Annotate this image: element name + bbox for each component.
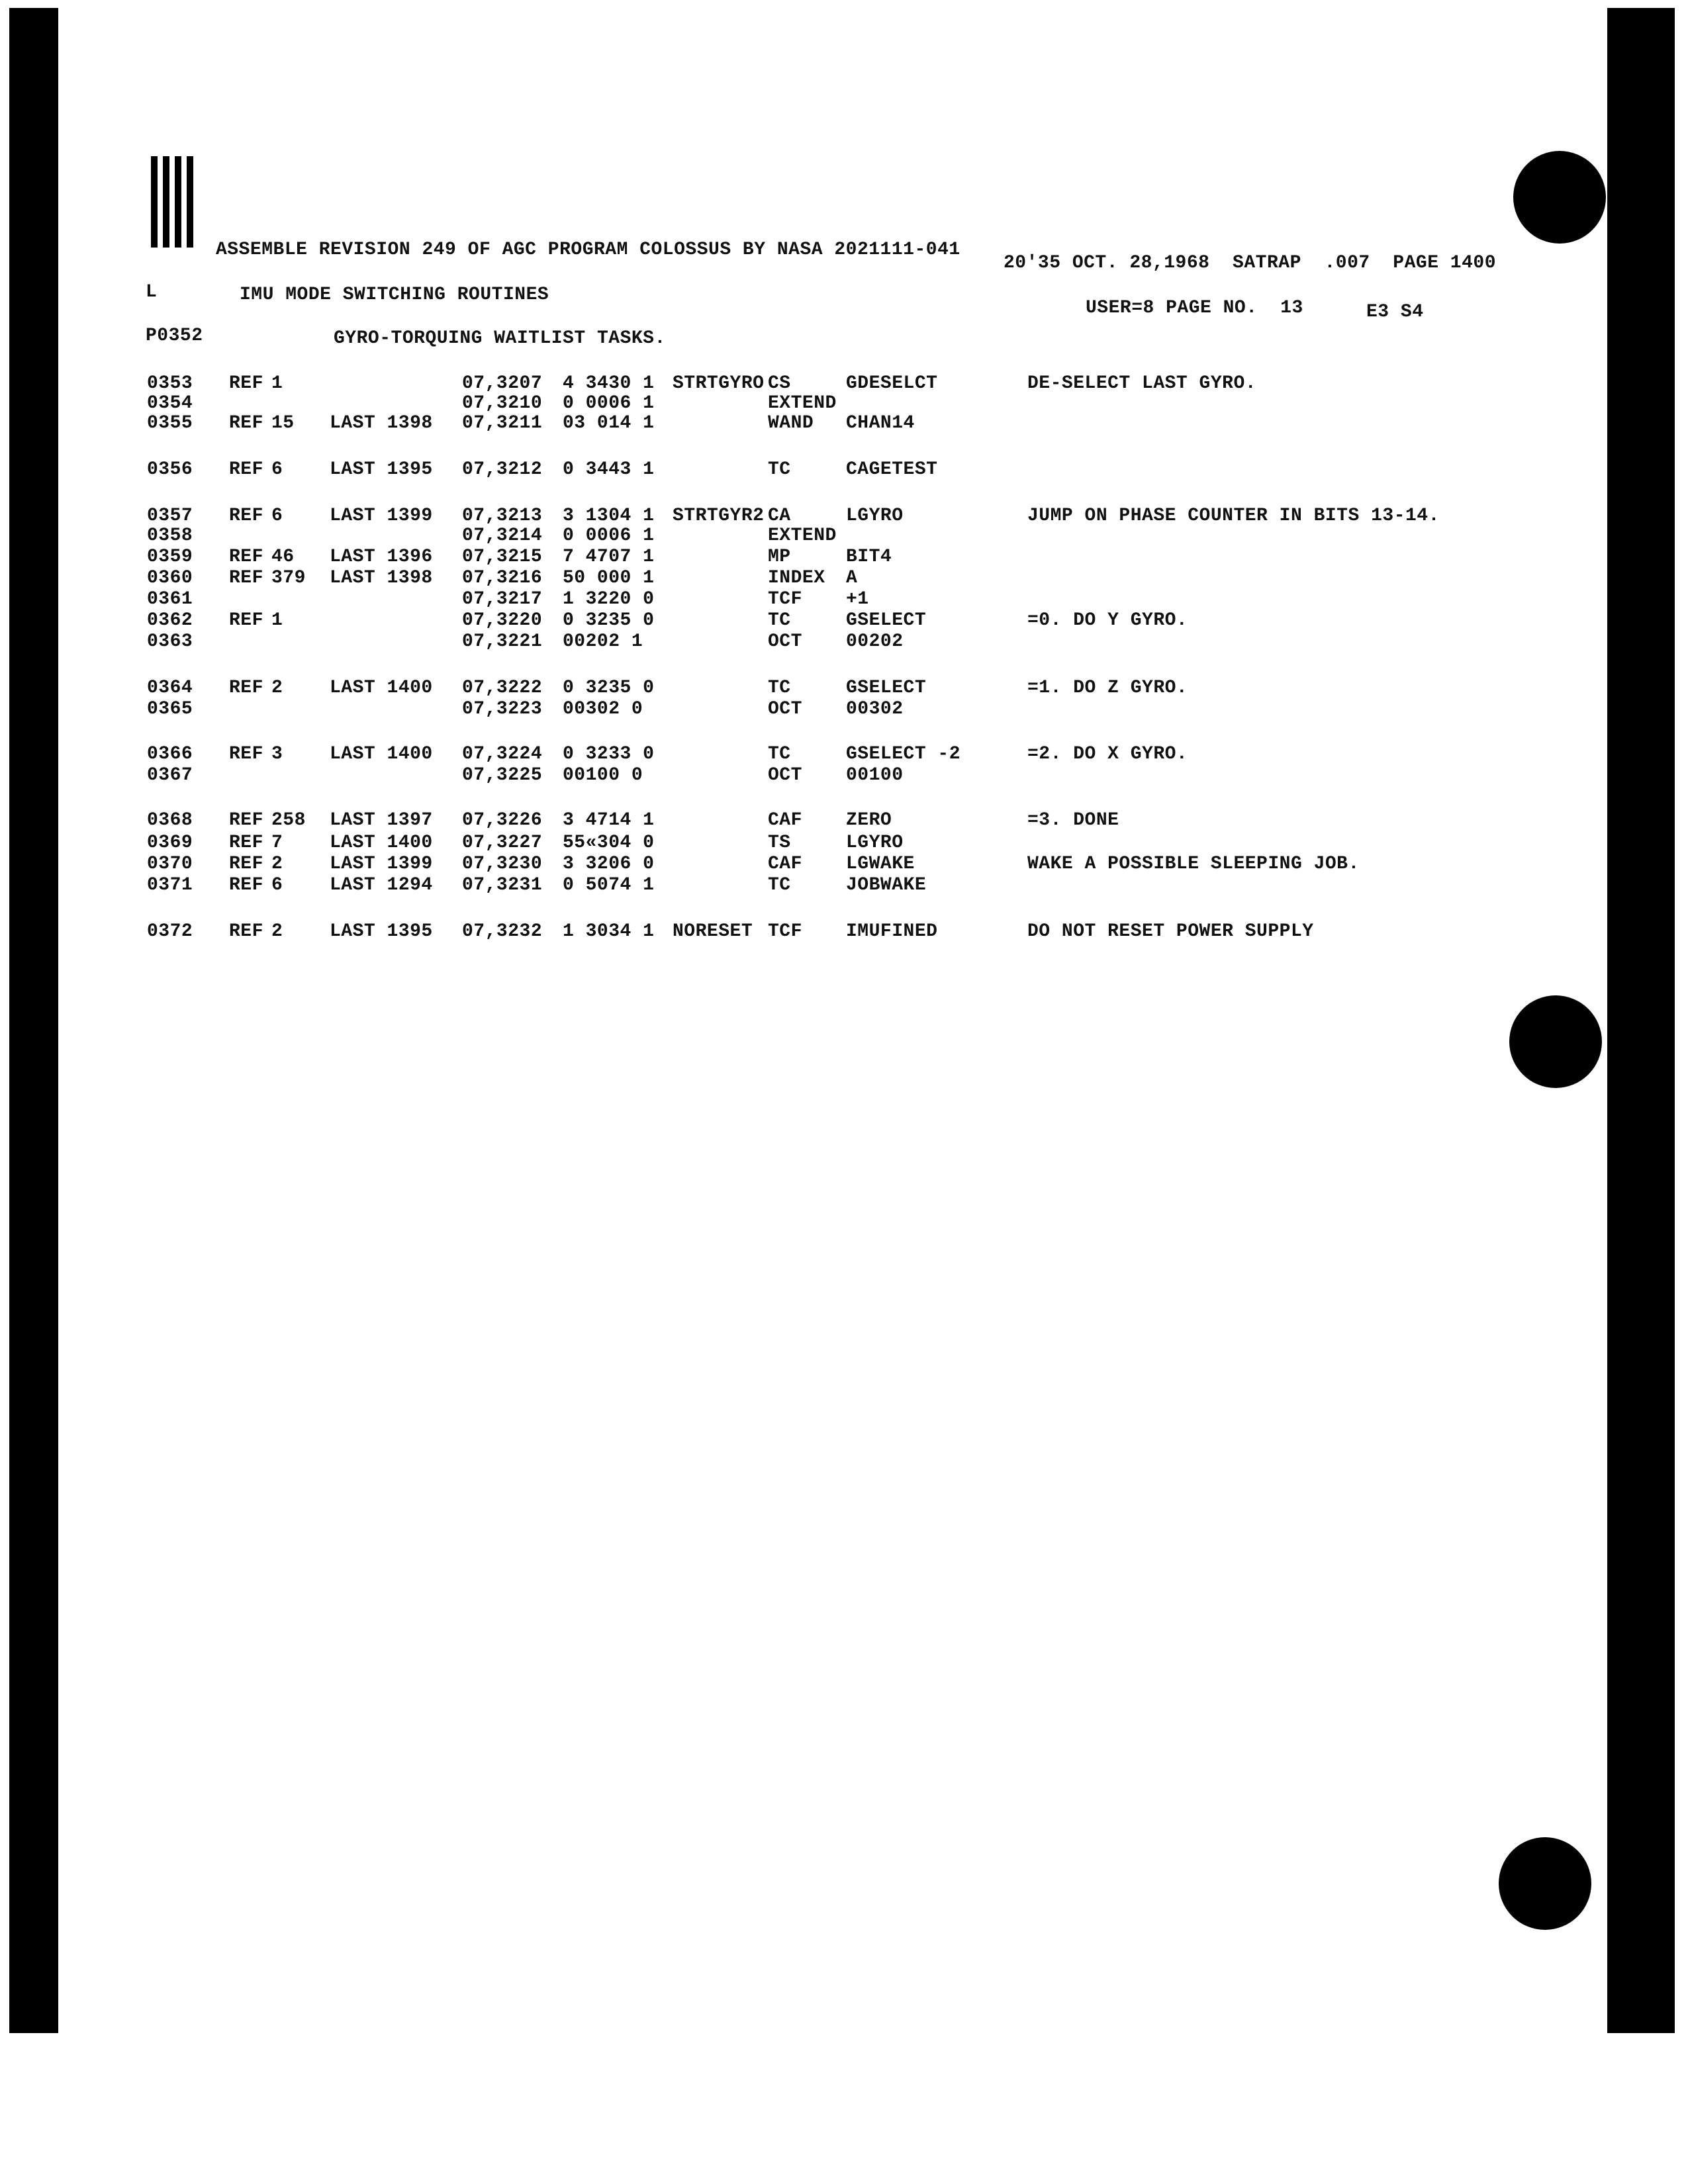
opcode: TC <box>768 678 791 698</box>
listing-row <box>0 375 1688 396</box>
line-number: 0369 <box>147 833 193 853</box>
address: 07,3223 <box>462 699 543 719</box>
octal-code: 7 4707 1 <box>563 547 655 567</box>
line-number: 0357 <box>147 506 193 526</box>
listing-row <box>0 811 1688 833</box>
listing-row <box>0 507 1688 528</box>
octal-code: 50 000 1 <box>563 568 655 588</box>
address: 07,3216 <box>462 568 543 588</box>
octal-code: 00202 1 <box>563 631 643 652</box>
opcode: CAF <box>768 810 802 831</box>
line-number: 0370 <box>147 854 193 874</box>
ref-count: 15 <box>271 413 295 433</box>
octal-code: 0 0006 1 <box>563 393 655 414</box>
ref-marker: REF <box>229 459 263 480</box>
ref-count: 1 <box>271 373 283 394</box>
opcode: TCF <box>768 921 802 942</box>
line-number: 0358 <box>147 525 193 546</box>
last-ref: LAST 1399 <box>330 854 433 874</box>
subtitle: GYRO-TORQUING WAITLIST TASKS. <box>334 328 666 349</box>
opcode: TC <box>768 459 791 480</box>
line-number: 0355 <box>147 413 193 433</box>
line-number: 0359 <box>147 547 193 567</box>
last-ref: LAST 1395 <box>330 459 433 480</box>
line-number: 0356 <box>147 459 193 480</box>
ref-count: 1 <box>271 610 283 631</box>
ref-marker: REF <box>229 373 263 394</box>
opcode: OCT <box>768 699 802 719</box>
opcode: TC <box>768 744 791 764</box>
ref-marker: REF <box>229 678 263 698</box>
operand: IMUFINED <box>846 921 938 942</box>
operand: GSELECT <box>846 678 927 698</box>
operand: A <box>846 568 858 588</box>
ref-marker: REF <box>229 833 263 853</box>
ref-count: 6 <box>271 506 283 526</box>
ref-marker: REF <box>229 921 263 942</box>
comment: =3. DONE <box>1027 810 1119 831</box>
octal-code: 0 0006 1 <box>563 525 655 546</box>
opcode: TS <box>768 833 791 853</box>
address: 07,3220 <box>462 610 543 631</box>
punch-hole-bottom <box>1499 1837 1591 1930</box>
last-ref: LAST 1400 <box>330 678 433 698</box>
ref-marker: REF <box>229 547 263 567</box>
operand: ZERO <box>846 810 892 831</box>
comment: =2. DO X GYRO. <box>1027 744 1188 764</box>
operand: LGYRO <box>846 833 904 853</box>
comment: =0. DO Y GYRO. <box>1027 610 1188 631</box>
octal-code: 4 3430 1 <box>563 373 655 394</box>
ref-marker: REF <box>229 744 263 764</box>
opcode: CS <box>768 373 791 394</box>
octal-code: 3 3206 0 <box>563 854 655 874</box>
left-scan-edge <box>9 8 58 2033</box>
ref-count: 7 <box>271 833 283 853</box>
address: 07,3225 <box>462 765 543 786</box>
address: 07,3211 <box>462 413 543 433</box>
listing-row <box>0 923 1688 944</box>
octal-code: 1 3034 1 <box>563 921 655 942</box>
octal-code: 00302 0 <box>563 699 643 719</box>
address: 07,3215 <box>462 547 543 567</box>
ref-count: 6 <box>271 875 283 895</box>
opcode: EXTEND <box>768 393 837 414</box>
opcode: OCT <box>768 765 802 786</box>
opcode: CAF <box>768 854 802 874</box>
line-number: 0368 <box>147 810 193 831</box>
address: 07,3207 <box>462 373 543 394</box>
page-ref: P0352 <box>146 326 203 346</box>
octal-code: 1 3220 0 <box>563 589 655 610</box>
ref-count: 258 <box>271 810 306 831</box>
operand: LGYRO <box>846 506 904 526</box>
octal-code: 3 1304 1 <box>563 506 655 526</box>
line-number: 0363 <box>147 631 193 652</box>
ref-count: 2 <box>271 921 283 942</box>
operand: GDESELCT <box>846 373 938 394</box>
tab-marker <box>151 156 193 248</box>
ref-count: 2 <box>271 854 283 874</box>
operand: 00302 <box>846 699 904 719</box>
opcode: TCF <box>768 589 802 610</box>
address: 07,3217 <box>462 589 543 610</box>
address: 07,3213 <box>462 506 543 526</box>
opcode: TC <box>768 610 791 631</box>
line-number: 0364 <box>147 678 193 698</box>
line-number: 0353 <box>147 373 193 394</box>
user-page: USER=8 PAGE NO. 13 <box>1086 298 1303 318</box>
listing-row <box>0 700 1688 721</box>
octal-code: 3 4714 1 <box>563 810 655 831</box>
address: 07,3210 <box>462 393 543 414</box>
ref-count: 379 <box>271 568 306 588</box>
listing-row <box>0 612 1688 633</box>
comment: JUMP ON PHASE COUNTER IN BITS 13-14. <box>1027 506 1440 526</box>
last-ref: LAST 1397 <box>330 810 433 831</box>
address: 07,3230 <box>462 854 543 874</box>
line-number: 0367 <box>147 765 193 786</box>
line-number: 0371 <box>147 875 193 895</box>
listing-row <box>0 745 1688 766</box>
address: 07,3231 <box>462 875 543 895</box>
right-scan-edge <box>1607 8 1675 2033</box>
last-ref: LAST 1400 <box>330 833 433 853</box>
operand: GSELECT <box>846 610 927 631</box>
scanned-page <box>9 8 1675 2033</box>
last-ref: LAST 1400 <box>330 744 433 764</box>
line-number: 0360 <box>147 568 193 588</box>
section-title: IMU MODE SWITCHING ROUTINES <box>240 285 549 305</box>
ref-marker: REF <box>229 610 263 631</box>
listing-row <box>0 766 1688 788</box>
operand: +1 <box>846 589 869 610</box>
last-ref: LAST 1294 <box>330 875 433 895</box>
listing-row <box>0 461 1688 482</box>
opcode: MP <box>768 547 791 567</box>
opcode: CA <box>768 506 791 526</box>
page-margin <box>0 2033 1688 2184</box>
code-tag: E3 S4 <box>1366 302 1424 322</box>
opcode: EXTEND <box>768 525 837 546</box>
opcode: WAND <box>768 413 814 433</box>
listing-row <box>0 569 1688 590</box>
comment: DO NOT RESET POWER SUPPLY <box>1027 921 1314 942</box>
octal-code: 00100 0 <box>563 765 643 786</box>
punch-hole-top <box>1513 151 1606 244</box>
operand: CAGETEST <box>846 459 938 480</box>
ref-marker: REF <box>229 810 263 831</box>
address: 07,3232 <box>462 921 543 942</box>
address: 07,3222 <box>462 678 543 698</box>
address: 07,3226 <box>462 810 543 831</box>
ref-marker: REF <box>229 506 263 526</box>
comment: DE-SELECT LAST GYRO. <box>1027 373 1257 394</box>
line-number: 0372 <box>147 921 193 942</box>
listing-row <box>0 590 1688 612</box>
address: 07,3221 <box>462 631 543 652</box>
octal-code: 0 3233 0 <box>563 744 655 764</box>
octal-code: 0 5074 1 <box>563 875 655 895</box>
operand: 00202 <box>846 631 904 652</box>
listing-row <box>0 548 1688 569</box>
operand: LGWAKE <box>846 854 915 874</box>
ref-marker: REF <box>229 568 263 588</box>
listing-row <box>0 855 1688 876</box>
line-number: 0366 <box>147 744 193 764</box>
line-number: 0361 <box>147 589 193 610</box>
ref-count: 6 <box>271 459 283 480</box>
line-number: 0365 <box>147 699 193 719</box>
opcode: OCT <box>768 631 802 652</box>
ref-count: 46 <box>271 547 295 567</box>
listing-row <box>0 633 1688 654</box>
ref-marker: REF <box>229 413 263 433</box>
last-ref: LAST 1396 <box>330 547 433 567</box>
ref-marker: REF <box>229 854 263 874</box>
last-ref: LAST 1398 <box>330 413 433 433</box>
run-info: 20'35 OCT. 28,1968 SATRAP .007 PAGE 1400 <box>1004 253 1497 273</box>
mark: L <box>146 282 158 302</box>
comment: =1. DO Z GYRO. <box>1027 678 1188 698</box>
octal-code: 55«304 0 <box>563 833 655 853</box>
punch-hole-middle <box>1509 995 1602 1088</box>
listing-row <box>0 834 1688 855</box>
listing-row <box>0 876 1688 897</box>
assemble-line: ASSEMBLE REVISION 249 OF AGC PROGRAM COLOSSUS BY NASA 2021111-041 <box>216 240 961 260</box>
comment: WAKE A POSSIBLE SLEEPING JOB. <box>1027 854 1360 874</box>
operand: CHAN14 <box>846 413 915 433</box>
last-ref: LAST 1398 <box>330 568 433 588</box>
octal-code: 0 3443 1 <box>563 459 655 480</box>
line-number: 0362 <box>147 610 193 631</box>
octal-code: 0 3235 0 <box>563 678 655 698</box>
listing-row <box>0 679 1688 700</box>
octal-code: 0 3235 0 <box>563 610 655 631</box>
address: 07,3227 <box>462 833 543 853</box>
ref-marker: REF <box>229 875 263 895</box>
ref-count: 2 <box>271 678 283 698</box>
address: 07,3214 <box>462 525 543 546</box>
label: STRTGYRO <box>673 373 765 394</box>
listing-row <box>0 414 1688 435</box>
opcode: TC <box>768 875 791 895</box>
listing-row <box>0 527 1688 548</box>
operand: GSELECT -2 <box>846 744 961 764</box>
label: NORESET <box>673 921 753 942</box>
last-ref: LAST 1399 <box>330 506 433 526</box>
operand: JOBWAKE <box>846 875 927 895</box>
label: STRTGYR2 <box>673 506 765 526</box>
ref-count: 3 <box>271 744 283 764</box>
operand: BIT4 <box>846 547 892 567</box>
octal-code: 03 014 1 <box>563 413 655 433</box>
address: 07,3224 <box>462 744 543 764</box>
line-number: 0354 <box>147 393 193 414</box>
operand: 00100 <box>846 765 904 786</box>
address: 07,3212 <box>462 459 543 480</box>
last-ref: LAST 1395 <box>330 921 433 942</box>
opcode: INDEX <box>768 568 825 588</box>
